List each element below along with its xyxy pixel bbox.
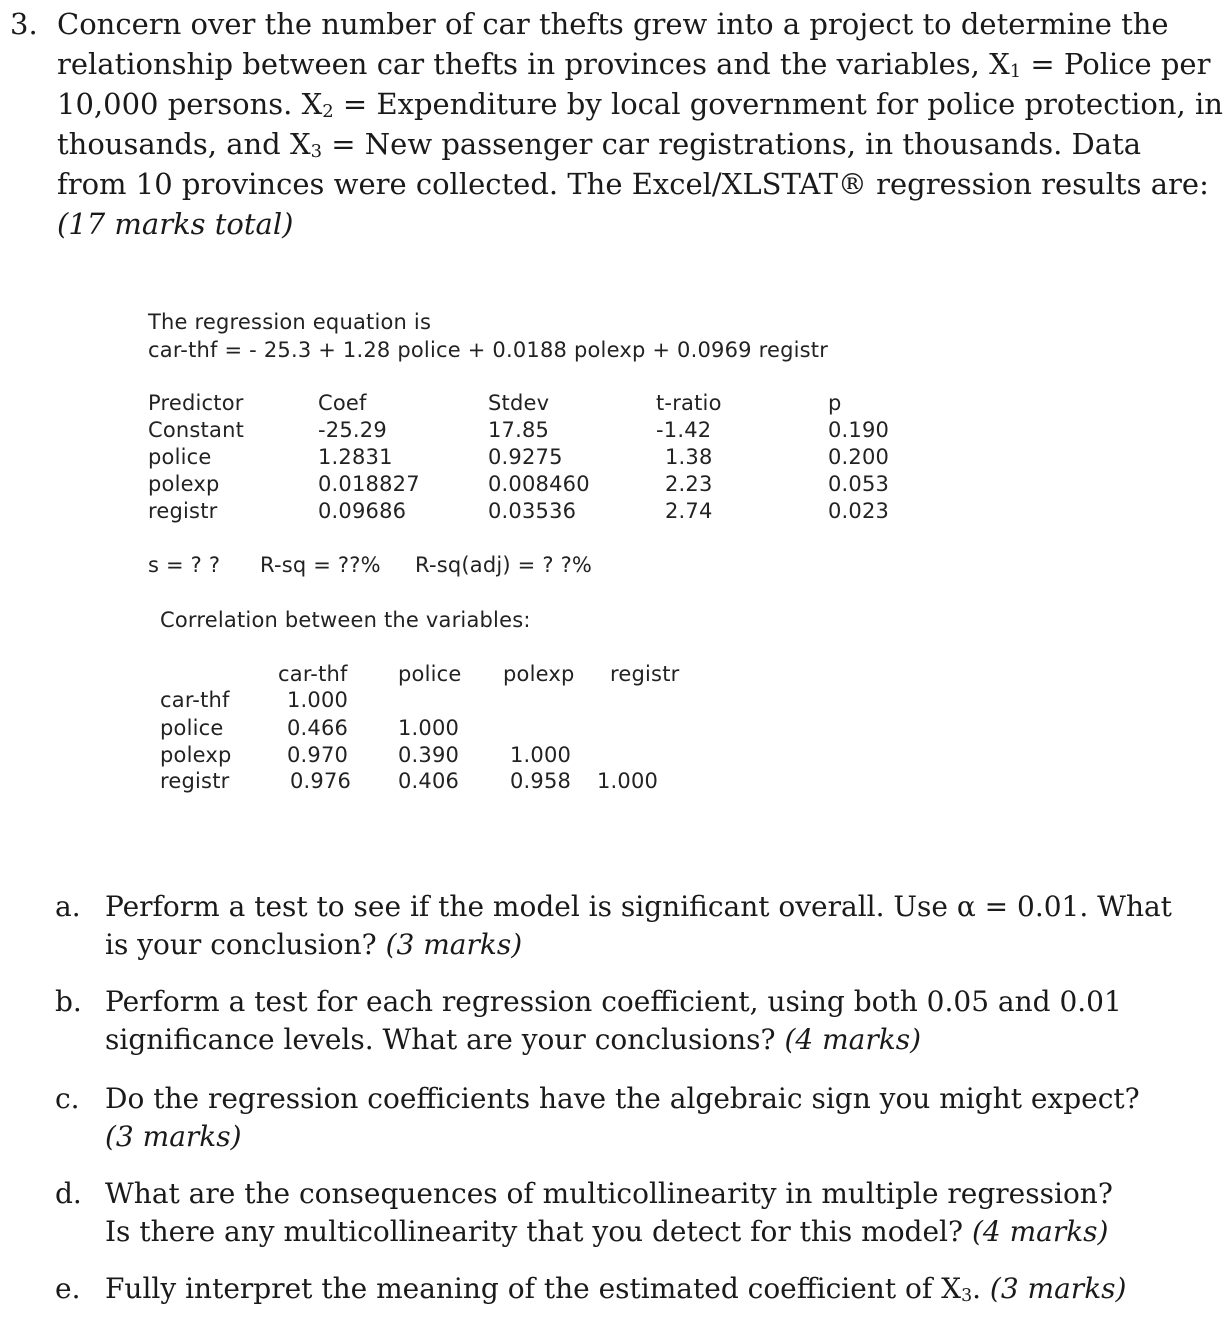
corr-cell: 1.000 (597, 769, 659, 793)
part-label: b. (55, 985, 82, 1018)
corr-header: registr (610, 662, 680, 686)
corr-cell: 0.390 (398, 743, 460, 767)
part-label: d. (55, 1177, 82, 1210)
coef-cell: 0.09686 (318, 499, 407, 523)
corr-cell: 1.000 (510, 743, 572, 767)
coef-header-predictor: Predictor (148, 391, 244, 415)
coef-row-label: registr (148, 499, 218, 523)
question-line: relationship between car thefts in provinces and the variables, $X_1$ = Police per (57, 47, 1211, 83)
question-line: from 10 provinces were collected. The Excel/XLSTAT® regression results are: (57, 167, 1209, 201)
stat-rsq-adj: R-sq(adj) = ? ?% (415, 553, 593, 577)
coef-cell: 0.053 (828, 472, 890, 496)
question-line: 10,000 persons. $X_2$ = Expenditure by local government for police protection, in (57, 87, 1223, 123)
corr-header: polexp (503, 662, 575, 686)
corr-cell: 1.000 (287, 688, 349, 712)
corr-cell: 0.976 (290, 769, 352, 793)
question-line: Concern over the number of car thefts grew into a project to determine the (57, 7, 1169, 41)
coef-cell: 0.018827 (318, 472, 420, 496)
coef-cell: 17.85 (488, 418, 550, 442)
corr-row-label: car-thf (160, 688, 230, 712)
corr-header: car-thf (278, 662, 348, 686)
coef-cell: -1.42 (656, 418, 712, 442)
coef-header-stdev: Stdev (488, 391, 550, 415)
coef-cell: 1.2831 (318, 445, 393, 469)
corr-header: police (398, 662, 462, 686)
coef-cell: 0.008460 (488, 472, 590, 496)
corr-cell: 1.000 (398, 716, 460, 740)
coef-cell: 0.9275 (488, 445, 563, 469)
regression-equation: car-thf = - 25.3 + 1.28 police + 0.0188 polexp + 0.0969 registr (148, 338, 829, 362)
coef-cell: -25.29 (318, 418, 387, 442)
question-number: 3. (10, 7, 38, 41)
corr-heading: Correlation between the variables: (160, 608, 531, 632)
corr-cell: 0.958 (510, 769, 572, 793)
equation-heading: The regression equation is (148, 310, 432, 334)
coef-row-label: police (148, 445, 212, 469)
question-marks: (17 marks total) (57, 207, 294, 241)
coef-cell: 2.74 (665, 499, 713, 523)
corr-cell: 0.466 (287, 716, 349, 740)
coef-row-label: polexp (148, 472, 220, 496)
corr-cell: 0.406 (398, 769, 460, 793)
part-label: e. (55, 1272, 81, 1305)
corr-cell: 0.970 (287, 743, 349, 767)
stat-s: s = ? ? (148, 553, 221, 577)
coef-cell: 0.023 (828, 499, 890, 523)
coef-header-p: p (828, 391, 842, 415)
coef-row-label: Constant (148, 418, 245, 442)
coef-cell: 0.200 (828, 445, 890, 469)
coef-cell: 1.38 (665, 445, 713, 469)
coef-header-coef: Coef (318, 391, 367, 415)
coef-header-tratio: t-ratio (656, 391, 722, 415)
part-label: c. (55, 1082, 80, 1115)
corr-row-label: registr (160, 769, 230, 793)
corr-row-label: police (160, 716, 224, 740)
coef-cell: 0.190 (828, 418, 890, 442)
question-text (57, 4, 1223, 244)
question-line: thousands, and $X_3$ = New passenger car registrations, in thousands. Data (57, 127, 1142, 163)
corr-row-label: polexp (160, 743, 232, 767)
part-label: a. (55, 890, 81, 923)
coef-cell: 0.03536 (488, 499, 577, 523)
stat-rsq: R-sq = ??% (260, 553, 381, 577)
coef-cell: 2.23 (665, 472, 713, 496)
